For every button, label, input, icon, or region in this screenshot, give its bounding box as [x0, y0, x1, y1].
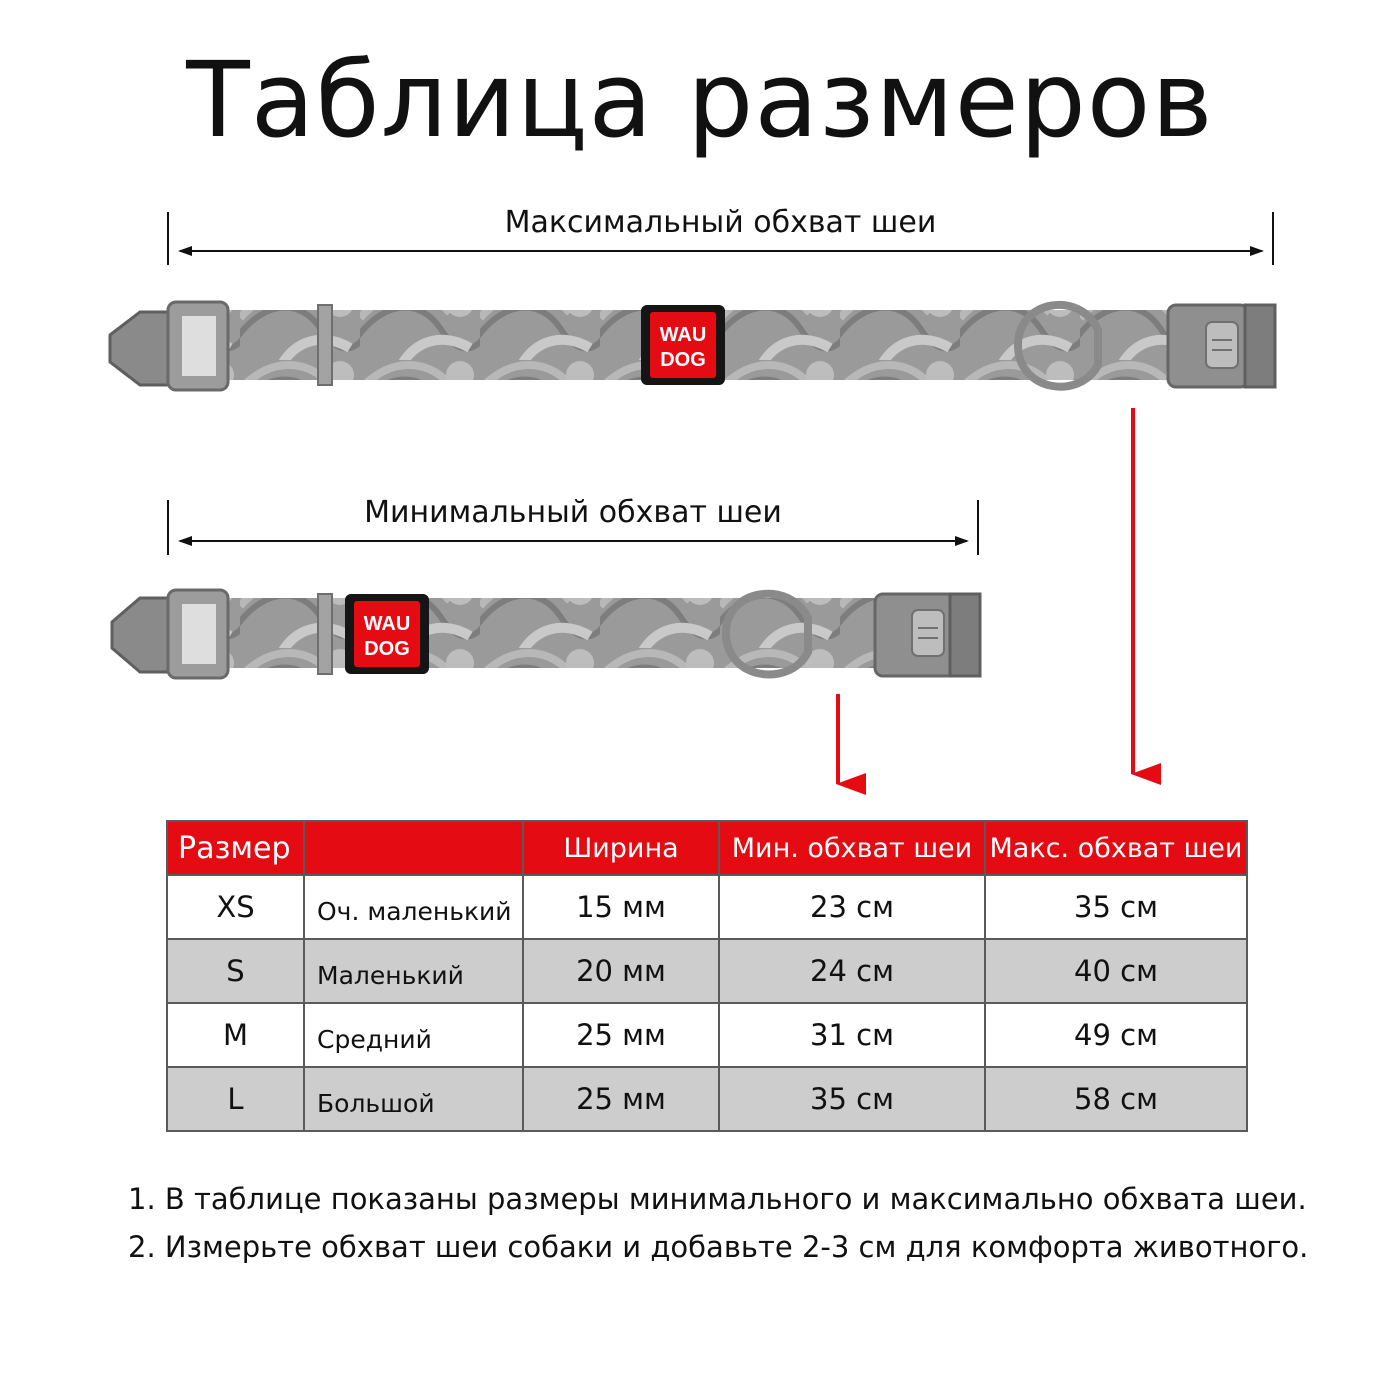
note-item: 1. В таблице показаны размеры минимального и максимально обхвата шеи.: [128, 1182, 1307, 1216]
header-size: Размер: [167, 821, 304, 875]
size-table: [166, 820, 1248, 1132]
cell-width: 25 мм: [523, 1067, 719, 1131]
cell-size: M: [167, 1003, 304, 1067]
cell-min-girth: 23 см: [719, 875, 985, 939]
cell-name: Маленький: [304, 939, 523, 1003]
brand-tag-line2: DOG: [660, 349, 706, 371]
notes-list: [128, 1175, 1308, 1271]
cell-name: Средний: [304, 1003, 523, 1067]
cell-max-girth: 40 см: [985, 939, 1247, 1003]
cell-width: 15 мм: [523, 875, 719, 939]
table-row: [167, 1067, 1247, 1131]
max-girth-label: Максимальный обхват шеи: [504, 205, 937, 240]
cell-max-girth: 35 см: [985, 875, 1247, 939]
brand-tag-line1: WAU: [363, 613, 411, 635]
cell-min-girth: 35 см: [719, 1067, 985, 1131]
cell-max-girth: 58 см: [985, 1067, 1247, 1131]
cell-min-girth: 31 см: [719, 1003, 985, 1067]
table-header-row: [167, 821, 1247, 875]
note-item: 2. Измерьте обхват шеи собаки и добавьте 2-3 см для комфорта животного.: [128, 1230, 1309, 1264]
cell-width: 20 мм: [523, 939, 719, 1003]
cell-min-girth: 24 см: [719, 939, 985, 1003]
cell-size: XS: [167, 875, 304, 939]
table-row: [167, 939, 1247, 1003]
cell-max-girth: 49 см: [985, 1003, 1247, 1067]
header-max-girth: Макс. обхват шеи: [985, 821, 1247, 875]
collar-max: [110, 302, 1275, 390]
collar-min: [112, 590, 980, 678]
brand-tag-line2: DOG: [364, 638, 410, 660]
header-min-girth: Мин. обхват шеи: [719, 821, 985, 875]
table-row: [167, 875, 1247, 939]
table-row: [167, 1003, 1247, 1067]
min-girth-label: Минимальный обхват шеи: [364, 495, 782, 530]
cell-name: Большой: [304, 1067, 523, 1131]
header-width: Ширина: [523, 821, 719, 875]
header-name: [304, 821, 523, 875]
cell-width: 25 мм: [523, 1003, 719, 1067]
cell-name: Оч. маленький: [304, 875, 523, 939]
page-title: Таблица размеров: [186, 39, 1214, 161]
brand-tag-line1: WAU: [659, 324, 707, 346]
cell-size: L: [167, 1067, 304, 1131]
cell-size: S: [167, 939, 304, 1003]
